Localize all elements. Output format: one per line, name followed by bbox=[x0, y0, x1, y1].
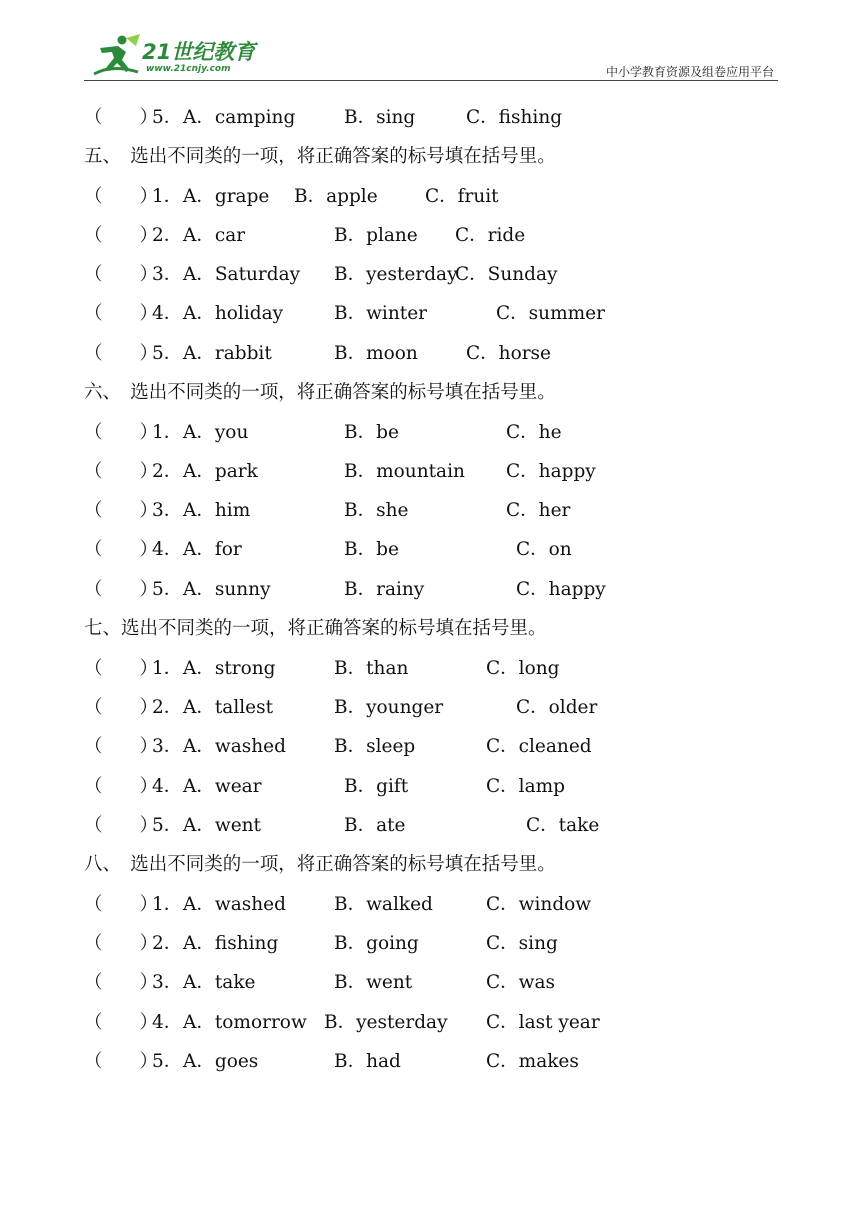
option-c: C．on bbox=[516, 539, 572, 560]
option-a: A．rabbit bbox=[183, 343, 272, 364]
option-c: C．horse bbox=[466, 343, 551, 364]
question-number: 1． bbox=[152, 658, 183, 679]
site-name: 中小学教育资源及组卷应用平台 bbox=[605, 65, 774, 79]
option-a: A．Saturday bbox=[183, 264, 301, 285]
answer-blank[interactable]: （ ） bbox=[84, 776, 159, 797]
question-number: 5． bbox=[152, 343, 183, 364]
answer-blank[interactable]: （ ） bbox=[84, 1012, 159, 1033]
option-c: C．lamp bbox=[486, 776, 565, 797]
option-a: A．washed bbox=[183, 736, 286, 757]
question-row bbox=[0, 931, 860, 957]
question-row bbox=[0, 184, 860, 210]
option-a: A．for bbox=[183, 539, 242, 560]
question-number: 1． bbox=[152, 422, 183, 443]
answer-blank[interactable]: （ ） bbox=[84, 697, 159, 718]
question-number: 5． bbox=[152, 815, 183, 836]
option-b: B．be bbox=[344, 422, 399, 443]
question-number: 2． bbox=[152, 933, 183, 954]
question-number: 5． bbox=[152, 107, 183, 128]
question-row bbox=[0, 459, 860, 485]
option-b: B．younger bbox=[334, 697, 444, 718]
option-c: C．happy bbox=[516, 579, 606, 600]
option-a: A．went bbox=[183, 815, 261, 836]
answer-blank[interactable]: （ ） bbox=[84, 539, 159, 560]
option-c: C．summer bbox=[496, 303, 605, 324]
option-b: B．mountain bbox=[344, 461, 465, 482]
answer-blank[interactable]: （ ） bbox=[84, 186, 159, 207]
question-row bbox=[0, 498, 860, 524]
question-number: 4． bbox=[152, 776, 183, 797]
answer-blank[interactable]: （ ） bbox=[84, 422, 159, 443]
question-number: 5． bbox=[152, 579, 183, 600]
option-b: B．gift bbox=[344, 776, 409, 797]
answer-blank[interactable]: （ ） bbox=[84, 579, 159, 600]
section-heading: 五、 选出不同类的一项，将正确答案的标号填在括号里。 bbox=[84, 146, 556, 167]
option-c: C．happy bbox=[506, 461, 596, 482]
answer-blank[interactable]: （ ） bbox=[84, 343, 159, 364]
option-a: A．wear bbox=[183, 776, 262, 797]
option-b: B．ate bbox=[344, 815, 406, 836]
header-divider bbox=[84, 80, 778, 81]
option-a: A．park bbox=[183, 461, 258, 482]
question-row bbox=[0, 734, 860, 760]
option-c: C．was bbox=[486, 972, 556, 993]
option-b: B．yesterday bbox=[334, 264, 458, 285]
answer-blank[interactable]: （ ） bbox=[84, 658, 159, 679]
question-row bbox=[0, 695, 860, 721]
option-a: A．holiday bbox=[183, 303, 284, 324]
question-number: 3． bbox=[152, 264, 183, 285]
site-logo bbox=[92, 34, 272, 78]
question-number: 2． bbox=[152, 225, 183, 246]
option-c: C．long bbox=[486, 658, 560, 679]
logo-text: 21世纪教育 bbox=[142, 40, 256, 64]
question-number: 2． bbox=[152, 697, 183, 718]
option-b: B．be bbox=[344, 539, 399, 560]
option-b: B．sleep bbox=[334, 736, 416, 757]
option-b: B．sing bbox=[344, 107, 416, 128]
option-a: A．sunny bbox=[183, 579, 271, 600]
question-row bbox=[0, 1049, 860, 1075]
option-a: A．tallest bbox=[183, 697, 274, 718]
answer-blank[interactable]: （ ） bbox=[84, 972, 159, 993]
question-number: 4． bbox=[152, 1012, 183, 1033]
section-heading: 八、 选出不同类的一项，将正确答案的标号填在括号里。 bbox=[84, 854, 556, 875]
option-a: A．goes bbox=[183, 1051, 259, 1072]
question-row bbox=[0, 420, 860, 446]
option-a: A．washed bbox=[183, 894, 286, 915]
option-b: B．had bbox=[334, 1051, 401, 1072]
option-c: C．he bbox=[506, 422, 562, 443]
logo-url: www.21cnjy.com bbox=[146, 64, 231, 74]
option-a: A．car bbox=[183, 225, 246, 246]
question-row bbox=[0, 774, 860, 800]
question-number: 3． bbox=[152, 972, 183, 993]
option-a: A．grape bbox=[183, 186, 270, 207]
option-c: C．makes bbox=[486, 1051, 579, 1072]
option-a: A．take bbox=[183, 972, 256, 993]
question-number: 1． bbox=[152, 186, 183, 207]
option-c: C．take bbox=[526, 815, 600, 836]
question-row bbox=[0, 262, 860, 288]
option-a: A．you bbox=[183, 422, 249, 443]
question-row bbox=[0, 537, 860, 563]
question-row bbox=[0, 892, 860, 918]
option-c: C．Sunday bbox=[455, 264, 558, 285]
option-b: B．moon bbox=[334, 343, 418, 364]
answer-blank[interactable]: （ ） bbox=[84, 736, 159, 757]
page-header bbox=[0, 0, 860, 90]
answer-blank[interactable]: （ ） bbox=[84, 303, 159, 324]
question-number: 4． bbox=[152, 539, 183, 560]
question-number: 4． bbox=[152, 303, 183, 324]
answer-blank[interactable]: （ ） bbox=[84, 1051, 159, 1072]
question-row bbox=[0, 223, 860, 249]
answer-blank[interactable]: （ ） bbox=[84, 107, 159, 128]
option-c: C．ride bbox=[455, 225, 526, 246]
answer-blank[interactable]: （ ） bbox=[84, 933, 159, 954]
question-number: 1． bbox=[152, 894, 183, 915]
option-c: C．cleaned bbox=[486, 736, 592, 757]
question-number: 3． bbox=[152, 736, 183, 757]
question-row bbox=[0, 341, 860, 367]
option-c: C．fruit bbox=[425, 186, 499, 207]
option-b: B．plane bbox=[334, 225, 418, 246]
option-a: A．strong bbox=[183, 658, 276, 679]
option-b: B．rainy bbox=[344, 579, 425, 600]
option-a: A．camping bbox=[183, 107, 296, 128]
answer-blank[interactable]: （ ） bbox=[84, 894, 159, 915]
option-a: A．tomorrow bbox=[183, 1012, 307, 1033]
option-c: C．last year bbox=[486, 1012, 600, 1033]
answer-blank[interactable]: （ ） bbox=[84, 264, 159, 285]
question-row bbox=[0, 970, 860, 996]
section-heading: 六、 选出不同类的一项，将正确答案的标号填在括号里。 bbox=[84, 382, 556, 403]
option-b: B．she bbox=[344, 500, 409, 521]
option-c: C．fishing bbox=[466, 107, 563, 128]
option-b: B．going bbox=[334, 933, 419, 954]
question-number: 2． bbox=[152, 461, 183, 482]
option-b: B．walked bbox=[334, 894, 433, 915]
question-row bbox=[0, 656, 860, 682]
option-b: B．apple bbox=[294, 186, 378, 207]
section-heading: 七、选出不同类的一项，将正确答案的标号填在括号里。 bbox=[84, 618, 547, 639]
option-c: C．sing bbox=[486, 933, 558, 954]
option-b: B．winter bbox=[334, 303, 427, 324]
option-b: B．than bbox=[334, 658, 409, 679]
question-number: 3． bbox=[152, 500, 183, 521]
question-row bbox=[0, 1010, 860, 1036]
answer-blank[interactable]: （ ） bbox=[84, 500, 159, 521]
option-a: A．fishing bbox=[183, 933, 279, 954]
option-c: C．her bbox=[506, 500, 571, 521]
option-a: A．him bbox=[183, 500, 251, 521]
answer-blank[interactable]: （ ） bbox=[84, 461, 159, 482]
option-b: B．went bbox=[334, 972, 413, 993]
option-b: B．yesterday bbox=[324, 1012, 448, 1033]
option-c: C．older bbox=[516, 697, 598, 718]
question-row bbox=[0, 813, 860, 839]
question-row bbox=[0, 301, 860, 327]
question-row bbox=[0, 577, 860, 603]
answer-blank[interactable]: （ ） bbox=[84, 225, 159, 246]
question-row bbox=[0, 105, 860, 131]
question-number: 5． bbox=[152, 1051, 183, 1072]
option-c: C．window bbox=[486, 894, 592, 915]
runner-logo-icon bbox=[92, 34, 142, 76]
answer-blank[interactable]: （ ） bbox=[84, 815, 159, 836]
